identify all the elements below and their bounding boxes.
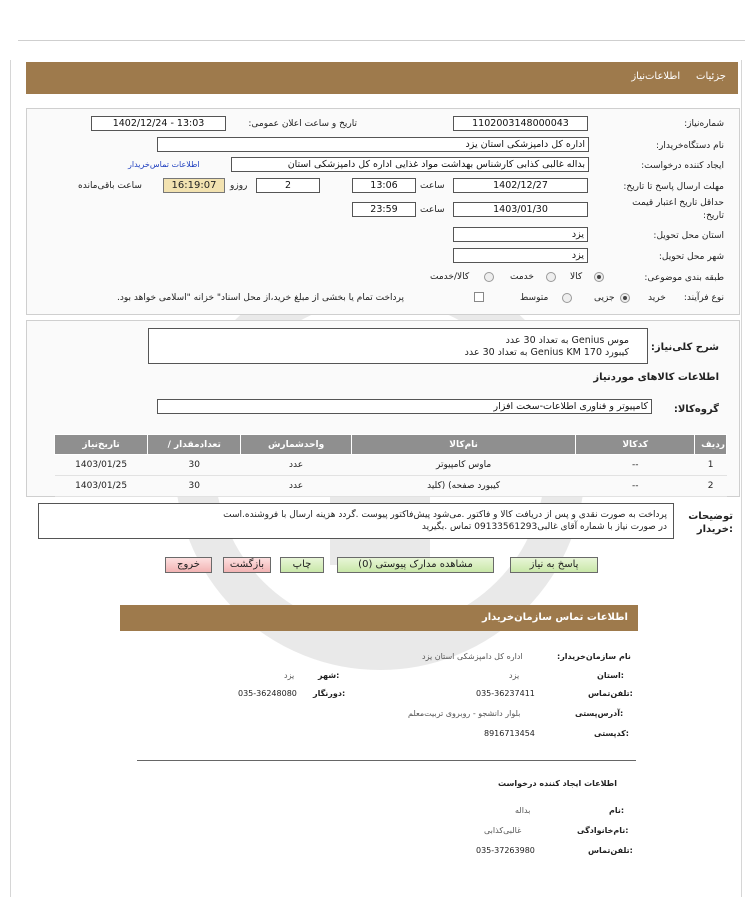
phone-value: 035-36237411	[476, 689, 535, 698]
process-label: نوع فرآیند:	[683, 293, 724, 303]
fax-label: دورنگار:	[313, 689, 346, 698]
page-header	[26, 62, 738, 94]
remaining-label: ساعت باقی‌مانده	[78, 181, 142, 191]
col-row: ردیف	[695, 435, 727, 455]
name-value: بداله	[515, 806, 531, 815]
right-border	[741, 60, 742, 897]
cell-goods-code: --	[576, 455, 695, 476]
need-number-field: 1102003148000043	[453, 116, 588, 131]
table-row	[55, 476, 727, 497]
notes-line-2: در صورت نیاز با شماره آقای غالبی09133561293 تماس .بگیرید	[421, 522, 667, 532]
respond-button[interactable]: پاسخ به نیاز	[510, 557, 598, 573]
process-buy-label: خرید	[648, 293, 666, 303]
breadcrumb-need-info[interactable]: اطلاعات‌نیاز	[631, 71, 681, 82]
back-button[interactable]: بازگشت	[223, 557, 271, 573]
cell-need-date: 1403/01/25	[55, 455, 148, 476]
city-field: یزد	[453, 248, 588, 263]
items-table	[54, 434, 727, 497]
validity-time-field: 23:59	[352, 202, 416, 217]
announce-date-label: تاریخ و ساعت اعلان عمومی:	[248, 119, 357, 129]
cell-quantity: 30	[148, 455, 241, 476]
category-goods-radio[interactable]	[594, 272, 604, 282]
cell-row: 1	[695, 455, 727, 476]
print-button[interactable]: چاپ	[280, 557, 324, 573]
cell-unit: عدد	[241, 476, 352, 497]
validity-label-2: تاریخ:	[703, 211, 724, 221]
summary-line-2: کیبورد Genius KM 170 به تعداد 30 عدد	[464, 347, 629, 358]
col-goods-code: کدکالا	[576, 435, 695, 455]
cell-need-date: 1403/01/25	[55, 476, 148, 497]
category-goods-label: کالا	[570, 272, 583, 282]
province-field: یزد	[453, 227, 588, 242]
days-field: 2	[256, 178, 320, 193]
announce-date-field: 1402/12/24 - 13:03	[91, 116, 226, 131]
address-value: بلوار دانشجو - روبروی تربیت‌معلم	[408, 709, 521, 718]
cell-unit: عدد	[241, 455, 352, 476]
summary-line-1: موس Genius به تعداد 30 عدد	[505, 335, 629, 346]
treasury-checkbox[interactable]	[474, 292, 484, 302]
notes-box	[38, 503, 674, 539]
creator-phone-value: 035-37263980	[476, 846, 535, 855]
cell-quantity: 30	[148, 476, 241, 497]
address-label: آدرس‌پستی:	[575, 709, 624, 718]
buyer-label: نام دستگاه‌خریدار:	[655, 141, 724, 151]
col-unit: واحدشمارش	[241, 435, 352, 455]
process-medium-radio[interactable]	[562, 293, 572, 303]
province-c-value: یزد	[509, 671, 520, 680]
postal-value: 8916713454	[484, 729, 535, 738]
col-quantity: / تعدادمقدار	[148, 435, 241, 455]
cell-goods-code: --	[576, 476, 695, 497]
fax-value: 035-36248080	[238, 689, 297, 698]
category-service-label: خدمت	[510, 272, 534, 282]
summary-box	[148, 328, 648, 364]
phone-label: تلفن‌تماس:	[588, 689, 633, 698]
process-partial-radio[interactable]	[620, 293, 630, 303]
validity-date-field: 1403/01/30	[453, 202, 588, 217]
notes-line-1: پرداخت به صورت نقدی و پس از دریافت کالا و فاکتور .می‌شود پیش‌فاکتور پیوست .گردد هزینه ارسال با فروشنده.است	[223, 510, 667, 520]
category-both-radio[interactable]	[484, 272, 494, 282]
city-label: شهر محل تحویل:	[658, 252, 724, 262]
category-label: طبقه بندی موضوعی:	[644, 273, 724, 283]
breadcrumb	[631, 71, 726, 82]
left-border	[10, 60, 11, 897]
org-label: نام سازمان‌خریدار:	[557, 652, 631, 661]
family-label: نام‌خانوادگی:	[577, 826, 629, 835]
city-c-value: یزد	[284, 671, 295, 680]
deadline-time-label: ساعت	[420, 181, 445, 191]
deadline-time-field: 13:06	[352, 178, 416, 193]
postal-label: کدپستی:	[594, 729, 629, 738]
validity-time-label: ساعت	[420, 205, 445, 215]
group-label: گروه‌کالا:	[673, 404, 719, 415]
notes-label-2: :خریدار	[696, 524, 733, 535]
creator-field: بداله غالبی کذابی کارشناس بهداشت مواد غذایی اداره کل دامپزشکی استان	[231, 157, 589, 172]
deadline-label: مهلت ارسال پاسخ تا تاریخ:	[623, 182, 724, 192]
category-service-radio[interactable]	[546, 272, 556, 282]
table-row	[55, 455, 727, 476]
cell-goods-name: کیبورد صفحه) (کلید	[351, 476, 575, 497]
city-c-label: شهر:	[318, 671, 340, 680]
exit-button[interactable]: خروج	[165, 557, 212, 573]
validity-label: حداقل تاریخ اعتبار قیمت	[632, 198, 724, 208]
goods-info-title: اطلاعات کالاهای موردنیاز	[593, 372, 719, 383]
org-value: اداره کل دامپزشکی استان یزد	[422, 652, 523, 661]
group-field: کامپیوتر و فناوری اطلاعات-سخت افزار	[157, 399, 652, 414]
creator-phone-label: تلفن‌تماس:	[588, 846, 633, 855]
remaining-time: 16:19:07	[163, 178, 225, 193]
buyer-field: اداره کل دامپزشکی استان یزد	[157, 137, 589, 152]
col-goods-name: نام‌کالا	[351, 435, 575, 455]
name-label: نام:	[609, 806, 625, 815]
view-documents-button[interactable]: مشاهده مدارک پیوستی (0)	[337, 557, 494, 573]
breadcrumb-details[interactable]: جزئیات	[696, 71, 726, 82]
col-need-date: تاریخ‌نیاز	[55, 435, 148, 455]
payment-note: پرداخت تمام یا بخشی از مبلغ خرید،از محل اسناد" خزانه "اسلامی خواهد بود.	[117, 293, 405, 303]
family-value: غالبی‌کذابی	[484, 826, 522, 835]
top-divider	[18, 40, 745, 41]
contact-section-title: اطلاعات تماس سازمان‌خریدار	[481, 612, 628, 623]
category-both-label: کالا/خدمت	[430, 272, 470, 282]
cell-row: 2	[695, 476, 727, 497]
buyer-contact-link[interactable]: اطلاعات تماس‌خریدار	[128, 160, 200, 169]
province-c-label: استان:	[597, 671, 624, 680]
process-medium-label: متوسط	[520, 293, 549, 303]
days-label: روزو	[230, 181, 248, 191]
summary-label: شرح کلی‌نیاز:	[650, 342, 719, 353]
province-label: استان محل تحویل:	[653, 231, 724, 241]
table-header-row	[55, 435, 727, 455]
cell-goods-name: ماوس کامپیوتر	[351, 455, 575, 476]
creator-label: ایجاد کننده درخواست:	[641, 161, 724, 171]
contact-divider	[137, 760, 636, 761]
process-partial-label: جزیی	[594, 293, 615, 303]
need-number-label: شماره‌نیاز:	[684, 119, 724, 129]
contact-section-header	[120, 605, 638, 631]
creator-info-title: اطلاعات ایجاد کننده درخواست	[498, 779, 617, 788]
deadline-date-field: 1402/12/27	[453, 178, 588, 193]
notes-label: توضیحات	[688, 511, 733, 522]
